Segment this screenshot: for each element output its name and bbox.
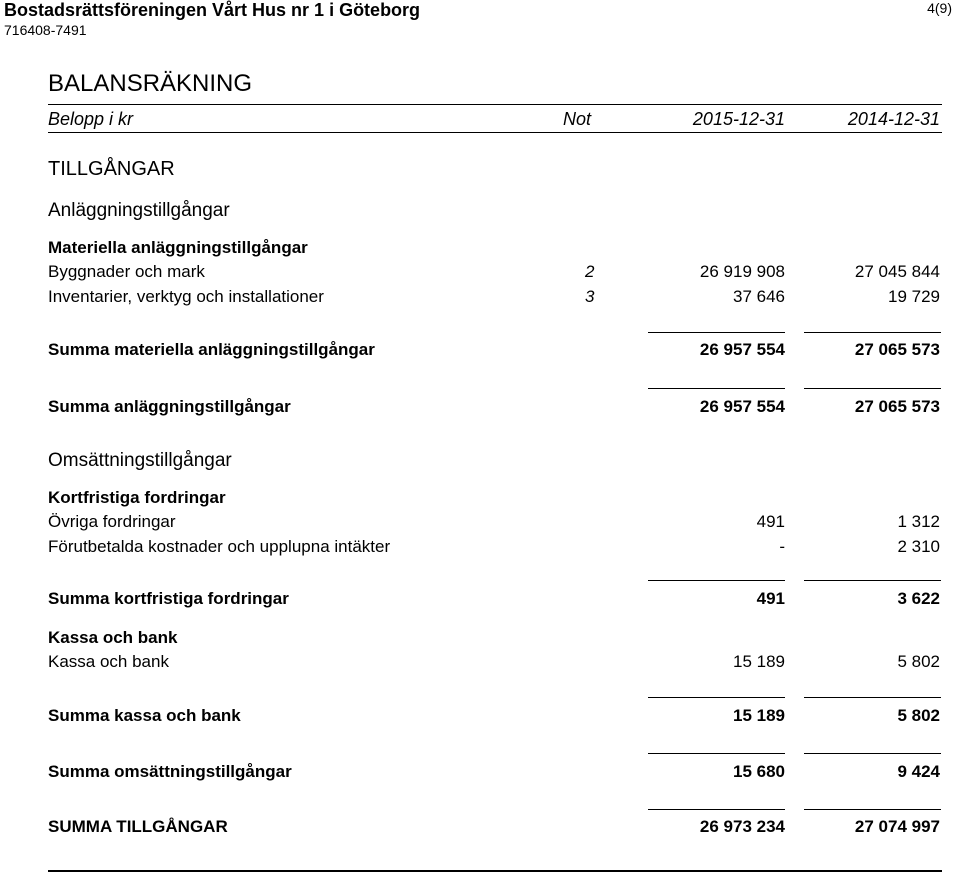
row-label-summa-kortfristiga: Summa kortfristiga fordringar [48, 589, 289, 608]
row-value-2014-summa-omsattning: 9 424 [897, 762, 940, 781]
row-value-2015-kassa-bank: 15 189 [733, 652, 785, 671]
row-value-2014-forutbetalda: 2 310 [897, 537, 940, 556]
row-label-summa-omsattning: Summa omsättningstillgångar [48, 762, 292, 781]
row-value-2015-forutbetalda: - [779, 537, 785, 556]
column-header-2015: 2015-12-31 [692, 109, 785, 129]
row-label-summa-anlaggning: Summa anläggningstillgångar [48, 397, 291, 416]
column-header-note: Not [563, 109, 592, 129]
sum-line-2014 [804, 332, 941, 333]
organization-number: 716408-7491 [4, 22, 87, 38]
row-value-2015-summa-materiella: 26 957 554 [699, 340, 785, 359]
row-label-summa-kassa: Summa kassa och bank [48, 706, 241, 725]
sum-line-2015 [648, 580, 785, 581]
sum-line-2014 [804, 809, 941, 810]
bottom-rule [48, 870, 942, 872]
row-value-2014-byggnader: 27 045 844 [854, 262, 940, 281]
sum-line-2014 [804, 753, 941, 754]
row-note-inventarier: 3 [585, 287, 595, 306]
row-value-2015-summa-kortfristiga: 491 [756, 589, 785, 608]
sum-line-2015 [648, 332, 785, 333]
row-note-byggnader: 2 [585, 262, 595, 281]
sum-line-2014 [804, 580, 941, 581]
header-rule [48, 132, 942, 133]
row-value-2014-summa-anlaggning: 27 065 573 [854, 397, 940, 416]
sum-line-2015 [648, 809, 785, 810]
row-label-ovriga-fordringar: Övriga fordringar [48, 512, 176, 531]
section-tillgangar: TILLGÅNGAR [48, 158, 175, 180]
row-label-forutbetalda: Förutbetalda kostnader och upplupna intäkter [48, 537, 391, 556]
sum-line-2015 [648, 697, 785, 698]
row-label-inventarier: Inventarier, verktyg och installationer [48, 287, 324, 306]
row-value-2015-inventarier: 37 646 [733, 287, 785, 306]
subsection-materiella: Materiella anläggningstillgångar [48, 238, 308, 257]
row-label-summa-materiella: Summa materiella anläggningstillgångar [48, 340, 375, 359]
row-value-2014-summa-kortfristiga: 3 622 [897, 589, 940, 608]
row-value-2015-summa-tillgangar: 26 973 234 [699, 817, 785, 836]
organization-name: Bostadsrättsföreningen Vårt Hus nr 1 i Göteborg [4, 0, 421, 20]
row-value-2015-ovriga-fordringar: 491 [756, 512, 785, 531]
row-value-2014-summa-kassa: 5 802 [897, 706, 940, 725]
title-rule [48, 104, 942, 105]
report-title: BALANSRÄKNING [48, 70, 253, 97]
sum-line-2015 [648, 388, 785, 389]
row-value-2015-summa-omsattning: 15 680 [733, 762, 785, 781]
row-value-2014-summa-tillgangar: 27 074 997 [854, 817, 940, 836]
row-label-kassa-bank: Kassa och bank [48, 652, 169, 671]
section-anlaggningstillgangar: Anläggningstillgångar [48, 200, 230, 221]
row-value-2015-byggnader: 26 919 908 [699, 262, 785, 281]
row-label-summa-tillgangar: SUMMA TILLGÅNGAR [48, 817, 228, 836]
row-value-2015-summa-anlaggning: 26 957 554 [699, 397, 785, 416]
sum-line-2015 [648, 753, 785, 754]
column-header-amount: Belopp i kr [48, 109, 134, 129]
sum-line-2014 [804, 388, 941, 389]
row-value-2014-inventarier: 19 729 [888, 287, 940, 306]
subsection-kortfristiga: Kortfristiga fordringar [48, 488, 226, 507]
sum-line-2014 [804, 697, 941, 698]
row-value-2014-kassa-bank: 5 802 [897, 652, 940, 671]
section-omsattningstillgangar: Omsättningstillgångar [48, 450, 232, 471]
row-value-2014-ovriga-fordringar: 1 312 [897, 512, 940, 531]
column-header-2014: 2014-12-31 [847, 109, 940, 129]
row-value-2015-summa-kassa: 15 189 [733, 706, 785, 725]
row-value-2014-summa-materiella: 27 065 573 [854, 340, 940, 359]
page-number: 4(9) [927, 0, 952, 16]
subsection-kassa: Kassa och bank [48, 628, 178, 647]
row-label-byggnader: Byggnader och mark [48, 262, 205, 281]
